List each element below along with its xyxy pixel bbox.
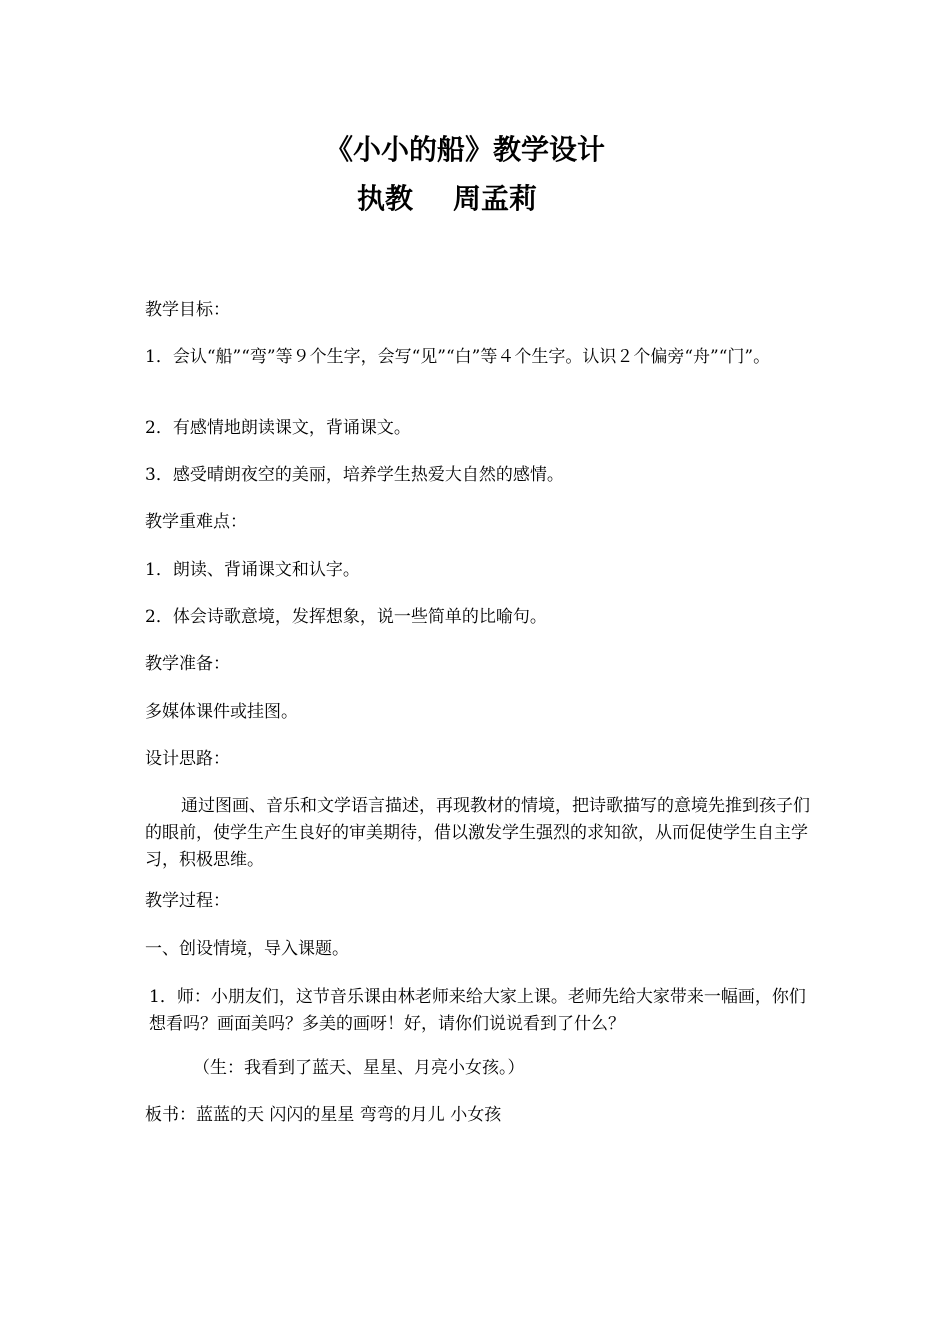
objectives-heading: 教学目标： (145, 300, 230, 320)
key-points-heading: 教学重难点： (145, 512, 247, 532)
author-label: 执教 (356, 182, 413, 215)
author-line (0, 182, 922, 216)
objective-item-2: 2．有感情地朗读课文，背诵课文。 (145, 418, 411, 438)
objective-item-3: 3．感受晴朗夜空的美丽，培养学生热爱大自然的感情。 (145, 465, 564, 485)
board-writing: 板书：蓝蓝的天 闪闪的星星 弯弯的月儿 小女孩 (145, 1105, 502, 1125)
section-1-heading: 一、创设情境，导入课题。 (145, 939, 349, 959)
key-point-item-1: 1．朗读、背诵课文和认字。 (145, 560, 360, 580)
design-heading: 设计思路： (145, 749, 230, 769)
author-name: 周孟莉 (453, 182, 538, 215)
design-paragraph: 通过图画、音乐和文学语言描述，再现教材的情境，把诗歌描写的意境先推到孩子们的眼前，使学生产生良好的审美期待，借以激发学生强烈的求知欲，从而促使学生自主学习，积极思维。 (145, 796, 810, 870)
document-title: 《小小的船》教学设计 (324, 133, 605, 166)
preparation-heading: 教学准备： (145, 654, 230, 674)
student-response: （生：我看到了蓝天、星星、月亮小女孩。） (193, 1058, 525, 1078)
objective-item-1: 1．会认“船”“弯”等９个生字，会写“见”“白”等４个生字。认识２个偏旁“舟”“门”。 (145, 347, 771, 367)
process-heading: 教学过程： (145, 891, 230, 911)
preparation-text: 多媒体课件或挂图。 (145, 702, 298, 722)
teacher-dialogue: 1．师：小朋友们，这节音乐课由林老师来给大家上课。老师先给大家带来一幅画，你们想看吗？画面美吗？多美的画呀！好，请你们说说看到了什么？ (149, 987, 806, 1034)
key-point-item-2: 2．体会诗歌意境，发挥想象，说一些简单的比喻句。 (145, 607, 547, 627)
